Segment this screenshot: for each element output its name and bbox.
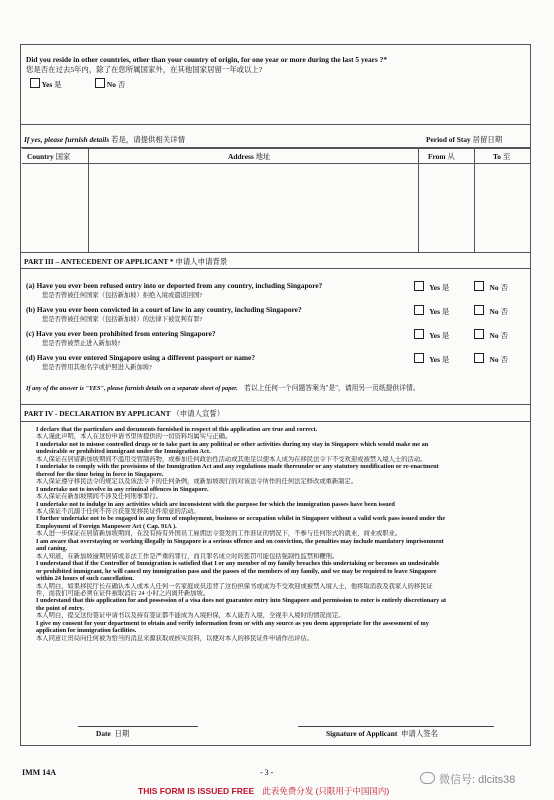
declaration-line: or prohibited immigrant, he will cancel my immigration pass and the passes of the members of my family, and we may be required to leave Singapore (36, 567, 437, 575)
declaration-line: I declare that the particulars and documents furnished in respect of this application are true and correct. (36, 426, 318, 433)
period-of-stay-label: Period of Stay 居留日期 (426, 135, 503, 144)
declaration-line: I further undertake not to be engaged in any form of employment, business or occupation whilst in Singapore without a valid work pass issued under the (36, 515, 446, 523)
declaration-line: thereof for the time being in force in Singapore. (36, 470, 164, 478)
checkbox[interactable] (414, 281, 424, 291)
checkbox[interactable] (474, 329, 484, 339)
address-cell[interactable] (90, 164, 417, 252)
declaration-line: 本人谨此声明，本人在这份申请书里所提供的一切资料均属实与正确。 (36, 433, 232, 441)
declaration-line: within 24 hours of such cancellation. (36, 575, 134, 583)
question-label: (b) Have you ever been convicted in a court of law in any country, including Singapore? (26, 305, 302, 314)
part3-b-yes[interactable]: Yes 是 (414, 305, 449, 316)
part3-c-no[interactable]: No 否 (474, 329, 508, 340)
checkbox[interactable] (474, 281, 484, 291)
divider (20, 268, 531, 269)
declaration-line: 本人知道，在新加坡逾期居留或非法工作是严重的罪行，而且罪名成立时的惩罚可能包括强制性监禁和鞭刑。 (36, 552, 339, 560)
divider (20, 124, 531, 125)
declaration-line: and caning. (36, 545, 68, 553)
question-label-cn: 您是否曾被任何国家（包括新加坡）的法律下被宣判有罪? (42, 316, 203, 323)
question-label: (a) Have you ever been refused entry into or deported from any country, including Singapore? (26, 281, 323, 290)
question-label-cn: 您是否曾被任何国家（包括新加坡）拒绝入境或遣返回国? (42, 292, 203, 299)
signature-label: Signature of Applicant 申请人签名 (326, 729, 438, 738)
to-cell[interactable] (476, 164, 529, 252)
col-to-header: To 至 (493, 152, 511, 161)
declaration-line: 本人保证在居留新加坡期间不滥用受管制药物，或参加任何政治性活动或其他足以使本人成为在移民法令下不受欢迎或被禁入境人士的活动。 (36, 455, 427, 463)
residence-yes-checkbox[interactable] (30, 78, 40, 88)
residence-no-checkbox[interactable] (95, 78, 105, 88)
residence-question: Did you reside in other countries, other than your country of origin, for one year or more during the last 5 years ?* (26, 55, 388, 64)
signature-line[interactable] (298, 726, 494, 727)
declaration-line: I understand that this application for and possession of a visa does not guarantee entry into Singapore and permission to enter is entirely discretionary at (36, 597, 447, 605)
free-notice: THIS FORM IS ISSUED FREE 此表免费分发 (只限用于中国国内) (138, 786, 390, 796)
col-address-header: Address 地址 (228, 152, 271, 161)
residence-details-table (22, 148, 530, 253)
column-divider (88, 149, 89, 252)
checkbox[interactable] (414, 353, 424, 363)
question-label-cn: 您是否曾用其他名字或护照进入新加坡? (42, 364, 152, 371)
declaration-line: I give my consent for your department to obtain and verify information from or with any source as you deem appropriate for the assessment of my (36, 619, 429, 627)
date-line[interactable] (78, 726, 198, 727)
column-divider (474, 149, 475, 252)
part3-title: PART III – ANTECEDENT OF APPLICANT * 申请人申请背景 (24, 257, 228, 266)
declaration-line: 本人进一步保证在居留新加坡期间，在没有持有外国员工雇佣法令签发的工作准证的情况下，不参与任何形式的就业、商业或职业。 (36, 530, 402, 538)
if-yes-label: If yes, please furnish details 若是，请提供相关详情 (24, 135, 185, 144)
wechat-icon (420, 772, 435, 784)
residence-yes-option[interactable]: Yes 是 (30, 78, 62, 89)
watermark: 微信号: dlcits38 (420, 770, 515, 788)
divider (20, 404, 531, 405)
from-cell[interactable] (420, 164, 473, 252)
declaration-line: 本人同意让贵局向任何被为恰当的消息来源获取或核实资料，以便对本人的移民证件申请作出评估。 (36, 634, 314, 642)
declaration-line: I undertake not to indulge in any activities which are inconsistent with the purpose for which the immigration passes have been issued (36, 500, 395, 508)
part3-a-no[interactable]: No 否 (474, 281, 508, 292)
part3-b-no[interactable]: No 否 (474, 305, 508, 316)
declaration-line: 本人明白，如果移民厅长在确认本人或本人任何一名家庭成员违背了这份担保书或成为不受欢迎或被禁入境人士，他将取消我及我家人的移民证 (36, 582, 433, 590)
question-label: (c) Have you ever been prohibited from entering Singapore? (26, 329, 216, 338)
col-from-header: From 从 (428, 152, 455, 161)
residence-no-option[interactable]: No 否 (95, 78, 125, 89)
question-label-cn: 您是否曾被禁止进入新加坡? (42, 340, 121, 347)
declaration-line: I understand that if the Controller of Immigration is satisfied that I or any member of my family breaches this undertaking or becomes an undesirable (36, 560, 440, 568)
question-label: (d) Have you ever entered Singapore using a different passport or name? (26, 353, 256, 362)
part3-d-yes[interactable]: Yes 是 (414, 353, 449, 364)
declaration-line: 本人保证遵守移民法令的规定以及该法令下的任何条例，或新加坡现行的对该法令所作的任何法定修改或重新制定。 (36, 478, 358, 486)
declaration-line: the point of entry. (36, 604, 84, 612)
date-label: Date 日期 (96, 729, 130, 738)
part3-a-yes[interactable]: Yes 是 (414, 281, 449, 292)
declaration-line: 本人保证在新加坡期间不涉及任何刑事罪行。 (36, 493, 162, 501)
checkbox[interactable] (474, 305, 484, 315)
declaration-line: 本人明白，提交这份签证申请书以及持有签证都不能成为入境担保，本人能否入境，全视乎入境时的情况而定。 (36, 612, 345, 620)
declaration-line: I am aware that overstaying or working illegally in Singapore is a serious offence and on conviction, the penalties may include mandatory imprisonment (36, 537, 444, 545)
declaration-line: 本人保证不沉溺于任何不符合获签发移民证件原意的活动。 (36, 507, 200, 515)
form-code: IMM 14A (22, 768, 56, 777)
declaration-line: application for immigration facilities. (36, 627, 137, 635)
country-cell[interactable] (23, 164, 87, 252)
declaration-line: 件，而我们可能必须在证件被取消后 24 小时之内离开新加坡。 (36, 589, 210, 597)
declaration-text (36, 426, 522, 642)
declaration-line: I undertake not to misuse controlled drugs or to take part in any political or other activities during my stay in Singapore which would make me an (36, 440, 429, 448)
checkbox[interactable] (474, 353, 484, 363)
part4-title: PART IV - DECLARATION BY APPLICANT （申请人宣誓） (24, 409, 225, 418)
declaration-line: I undertake not to involve in any criminal offences in Singapore. (36, 485, 209, 493)
declaration-line: Employment of Foreign Manpower Act ( Cap. 91A ). (36, 522, 177, 530)
col-country-header: Country 国家 (27, 152, 71, 161)
declaration-line: I undertake to comply with the provisions of the Immigration Act and any regulations made thereunder or any statutory modification or re-enactment (36, 463, 439, 471)
declaration-line: undesirable or prohibited immigrant under the Immigration Act. (36, 448, 211, 456)
part3-d-no[interactable]: No 否 (474, 353, 508, 364)
checkbox[interactable] (414, 329, 424, 339)
residence-question-cn: 您是否在过去5年内，除了在您所属国家外，在其他国家居留一年或以上? (26, 65, 263, 74)
part3-c-yes[interactable]: Yes 是 (414, 329, 449, 340)
page-number: - 3 - (260, 768, 274, 777)
part3-note: If any of the answer is "YES", please furnish details on a separate sheet of paper. 若以上任何一个问题答案为"是"，请用另一页纸提供详情。 (26, 385, 420, 392)
checkbox[interactable] (414, 305, 424, 315)
column-divider (418, 149, 419, 252)
divider (20, 421, 531, 422)
